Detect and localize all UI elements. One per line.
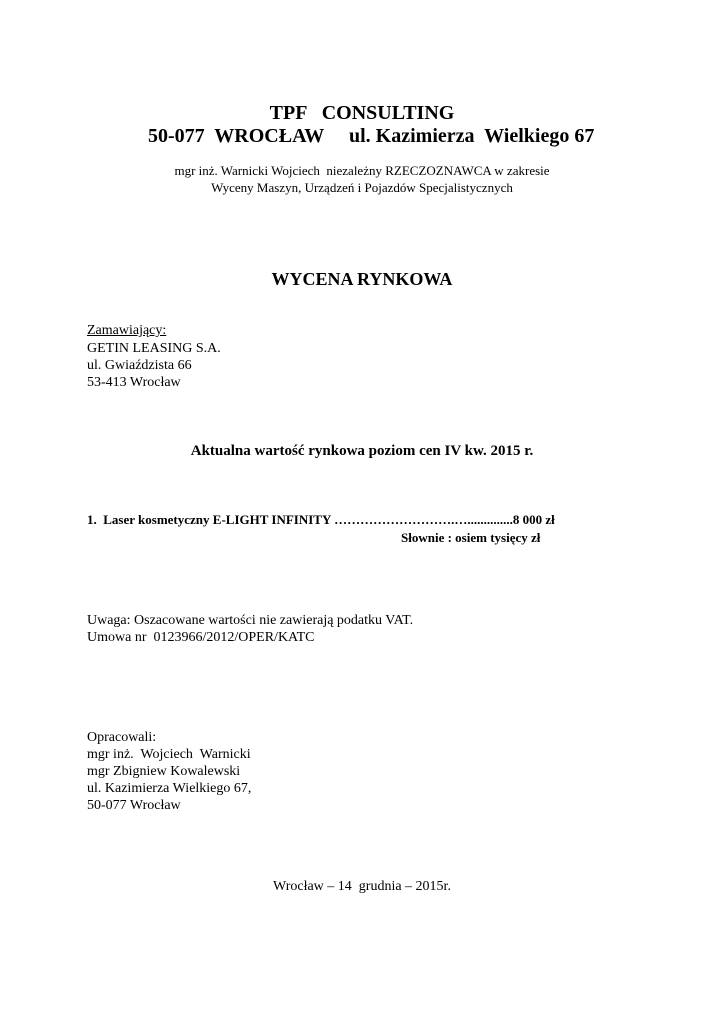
contract-number: Umowa nr 0123966/2012/OPER/KATC (87, 630, 315, 645)
client-label: Zamawiający: (87, 323, 167, 338)
client-street: ul. Gwiaździsta 66 (87, 358, 192, 373)
document-date: Wrocław – 14 grudnia – 2015r. (273, 879, 451, 894)
preparer-1: mgr inż. Wojciech Warnicki (87, 747, 251, 762)
preparer-street: ul. Kazimierza Wielkiego 67, (87, 781, 252, 796)
expert-line-1: mgr inż. Warnicki Wojciech niezależny RZECZOZNAWCA w zakresie (174, 163, 550, 178)
item-words: Słownie : osiem tysięcy zł (401, 530, 541, 545)
item-line: 1. Laser kosmetyczny E-LIGHT INFINITY ……………………….…..............8 000 zł (87, 512, 555, 527)
company-street: ul. Kazimierza Wielkiego 67 (349, 125, 595, 147)
client-city: 53-413 Wrocław (87, 375, 181, 390)
preparer-city: 50-077 Wrocław (87, 798, 181, 813)
valuation-heading: Aktualna wartość rynkowa poziom cen IV kw. 2015 r. (190, 443, 534, 459)
vat-note: Uwaga: Oszacowane wartości nie zawierają podatku VAT. (87, 613, 414, 628)
document-title: WYCENA RYNKOWA (271, 269, 453, 289)
company-name: TPF CONSULTING (269, 102, 455, 124)
prepared-label: Opracowali: (87, 730, 157, 745)
preparer-2: mgr Zbigniew Kowalewski (87, 764, 241, 779)
company-city: 50-077 WROCŁAW (148, 125, 325, 147)
client-name: GETIN LEASING S.A. (87, 341, 221, 356)
expert-line-2: Wyceny Maszyn, Urządzeń i Pojazdów Specjalistycznych (211, 180, 513, 195)
